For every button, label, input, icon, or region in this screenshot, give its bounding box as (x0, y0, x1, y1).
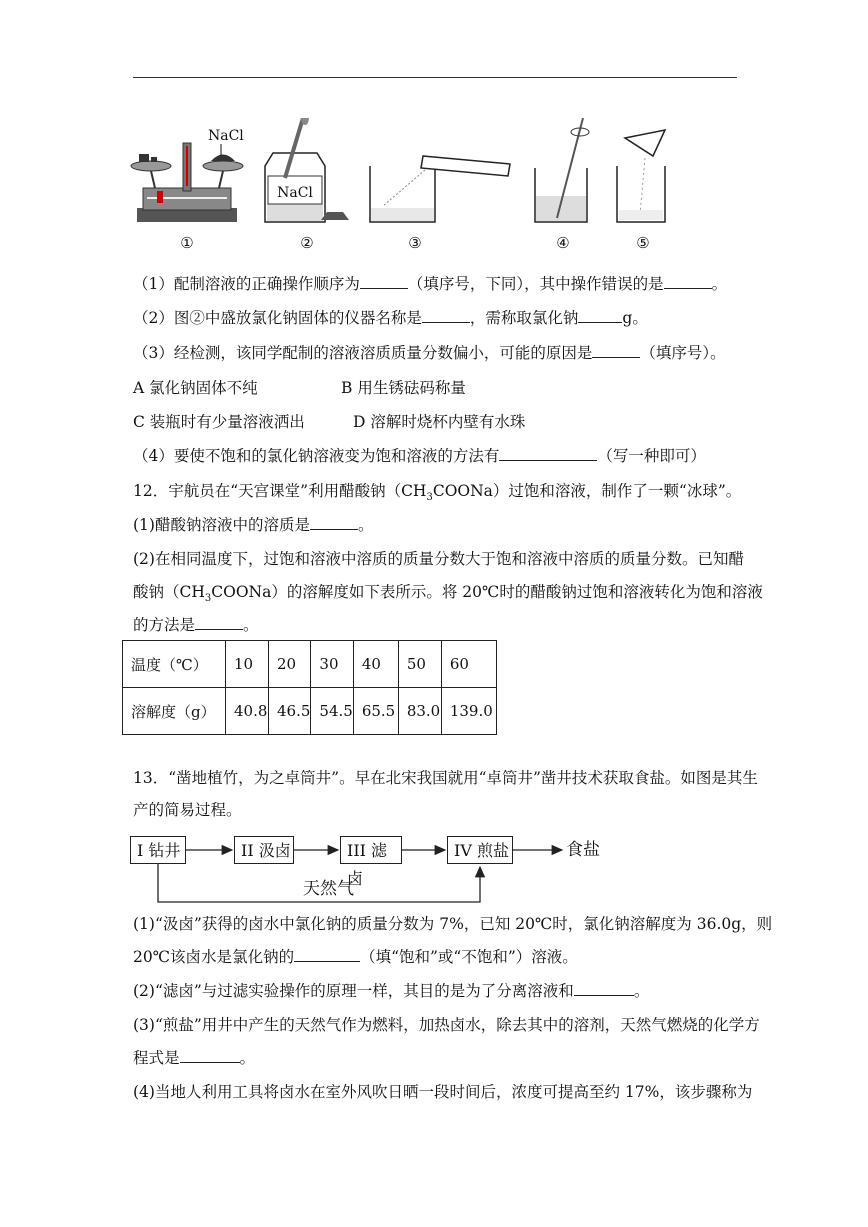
jar-nacl-label: NaCl (277, 185, 313, 201)
step-label-1: ① (180, 234, 194, 252)
q11-option-d: D 溶解时烧杯内壁有水珠 (353, 413, 526, 431)
step-label-5: ⑤ (636, 234, 650, 252)
answer-blank[interactable] (574, 981, 634, 996)
table-cell: 40.8 (226, 688, 269, 735)
q11-part2-pre: （2）图②中盛放氯化钠固体的仪器名称是 (133, 309, 422, 327)
q12-sub2-line3-pre: 的方法是 (133, 616, 196, 634)
q11-option-b: B 用生锈砝码称量 (341, 379, 466, 397)
flow-step-brine-filter: III 滤卤 (340, 836, 402, 864)
q13-sub4-line1: (4)当地人利用工具将卤水在室外风吹日晒一段时间后，浓度可提高至约 17%，该步骤称为 (133, 1083, 753, 1101)
q12-stem-post: COONa）过饱和溶液，制作了一颗“冰球”。 (432, 482, 742, 500)
q12-stem-sub: 3 (426, 492, 433, 504)
table-cell: 50 (398, 641, 441, 688)
table-header-cell: 温度（℃） (123, 641, 226, 688)
q12-sub2-line1: (2)在相同温度下，过饱和溶液中溶质的质量分数大于饱和溶液中溶质的质量分数。已知醋 (133, 550, 744, 568)
table-cell: 54.5 (311, 688, 353, 735)
q13-sub3-line2-post: 。 (239, 1049, 256, 1067)
table-cell: 139.0 (441, 688, 496, 735)
table-cell: 20 (269, 641, 311, 688)
q13-sub3-line2 (133, 1048, 255, 1068)
flow-step-brine-draw: II 汲卤 (234, 836, 294, 864)
q11-part1-post: 。 (711, 275, 728, 293)
flow-step-drilling: I 钻井 (130, 836, 186, 864)
table-header-cell: 溶解度（g） (123, 688, 226, 735)
q11-part3-post: （填序号）。 (640, 344, 726, 362)
q11-part4-pre: （4）要使不饱和的氯化钠溶液变为饱和溶液的方法有 (133, 447, 500, 465)
table-cell: 65.5 (353, 688, 398, 735)
q12-sub2-line2-post: COONa）的溶解度如下表所示。将 20℃时的醋酸钠过饱和溶液转化为饱和溶液 (211, 583, 763, 601)
q12-sub1-pre: (1)醋酸钠溶液中的溶质是 (133, 516, 310, 534)
table-cell: 10 (226, 641, 269, 688)
flow-natural-gas-label: 天然气 (303, 879, 354, 899)
answer-blank[interactable] (294, 947, 360, 962)
q13-sub1-line2-pre: 20℃该卤水是氯化钠的 (133, 948, 295, 966)
q13-sub1-line2-post: （填“饱和”或“不饱和”）溶液。 (360, 948, 578, 966)
step-label-4: ④ (556, 234, 570, 252)
table-cell: 30 (311, 641, 353, 688)
q13-stem-line1: 13．“凿地植竹，为之卓筒井”。早在北宋我国就用“卓筒井”凿井技术获取食盐。如图是其生 (133, 769, 758, 787)
table-cell: 40 (353, 641, 398, 688)
table-cell: 60 (441, 641, 496, 688)
step-label-3: ③ (408, 234, 422, 252)
q13-sub3-line2-pre: 程式是 (133, 1049, 180, 1067)
answer-blank[interactable] (180, 1048, 240, 1063)
q11-option-c: C 装瓶时有少量溶液洒出 (133, 413, 305, 431)
q13-sub2-post: 。 (633, 982, 650, 1000)
q13-sub2-pre: (2)“滤卤”与过滤实验操作的原理一样，其目的是为了分离溶液和 (133, 982, 574, 1000)
flow-product: 食盐 (566, 840, 600, 860)
q13-sub1-line1: (1)“汲卤”获得的卤水中氯化钠的质量分数为 7%，已知 20℃时，氯化钠溶解度为 36.0g，则 (133, 915, 773, 933)
q13-stem-line2: 产的简易过程。 (133, 801, 242, 819)
q12-sub2-line3-post: 。 (243, 616, 259, 634)
q13-sub3-line1: (3)“煎盐”用井中产生的天然气作为燃料，加热卤水，除去其中的溶剂，天然气燃烧的化学方 (133, 1016, 760, 1034)
step-label-2: ② (300, 234, 314, 252)
table-cell: 83.0 (398, 688, 441, 735)
balance-nacl-label: NaCl (208, 128, 244, 144)
q12-sub2-line2-pre: 酸钠（CH (133, 583, 205, 601)
q12-sub2-line2-sub: 3 (204, 593, 212, 605)
table-cell: 46.5 (269, 688, 311, 735)
q13-sub2 (133, 981, 649, 1001)
q11-part2-mid: ，需称取氯化钠 (469, 309, 579, 327)
flow-step-salt-boil: IV 煎盐 (447, 836, 513, 864)
q11-part1-pre: （1）配制溶液的正确操作顺序为 (133, 275, 360, 293)
q11-part2-post: g。 (622, 309, 648, 327)
q11-part3-pre: （3）经检测，该同学配制的溶液溶质质量分数偏小，可能的原因是 (133, 344, 593, 362)
q11-part1-mid: （填序号，下同），其中操作错误的是 (407, 275, 664, 293)
q12-sub1-post: 。 (357, 516, 374, 534)
q12-stem-pre: 12．宇航员在“天宫课堂”利用醋酸钠（CH (133, 482, 427, 500)
q11-part4-post: （写一种即可） (597, 447, 706, 465)
q13-sub1-line2 (133, 947, 578, 967)
q11-option-a: A 氯化钠固体不纯 (133, 379, 258, 397)
